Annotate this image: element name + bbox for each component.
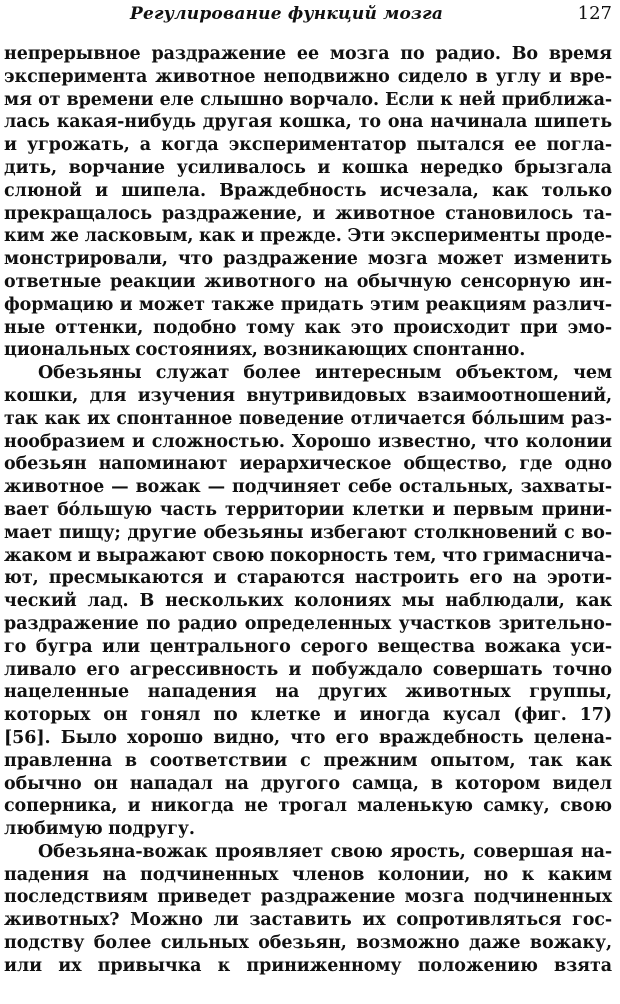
text-line: соперника, и никогда не трогал маленькую самку, свою xyxy=(4,796,612,817)
text-line: слюной и шипела. Враждебность исчезала, как только xyxy=(4,180,612,201)
text-line: ют, пресмыкаются и стараются настроить его на эроти- xyxy=(4,568,612,589)
text-line: обезьян напоминают иерархическое общество, где одно xyxy=(4,454,612,475)
text-line: животных? Можно ли заставить их сопротивляться гос- xyxy=(4,910,612,931)
running-title: Регулирование функций мозга xyxy=(130,4,444,24)
page-number: 127 xyxy=(577,3,612,24)
body-text xyxy=(4,43,612,978)
text-line: [56]. Было хорошо видно, что его враждебность целена- xyxy=(4,727,612,748)
text-line: ные оттенки, подобно тому как это происходит при эмо- xyxy=(4,317,612,338)
text-line: ответные реакции животного на обычную сенсорную ин- xyxy=(4,271,612,292)
text-line: или их привычка к приниженному положению взята xyxy=(4,955,612,976)
text-line: нацеленные нападения на других животных группы, xyxy=(4,682,612,703)
text-line: так как их спонтанное поведение отличается бо́льшим раз- xyxy=(4,408,612,429)
paragraph-1 xyxy=(4,43,612,362)
text-line: ливало его агрессивность и побуждало совершать точно xyxy=(4,659,612,680)
text-line: любимую подругу. xyxy=(4,819,195,840)
text-line: ческий лад. В нескольких колониях мы наблюдали, как xyxy=(4,591,612,612)
text-line: раздражение по радио определенных участков зрительно- xyxy=(4,613,612,634)
running-header xyxy=(0,2,612,28)
text-line: го бугра или центрального серого вещества вожака уси- xyxy=(4,636,612,657)
text-line: мя от времени еле слышно ворчало. Если к ней приближа- xyxy=(4,89,612,110)
text-line: эксперимента животное неподвижно сидело в углу и вре- xyxy=(4,66,612,87)
text-line: кошки, для изучения внутривидовых взаимоотношений, xyxy=(4,385,612,406)
paragraph-3 xyxy=(4,841,612,978)
text-line: правленна в соответствии с прежним опытом, так как xyxy=(4,750,612,771)
text-line: непрерывное раздражение ее мозга по радио. Во время xyxy=(4,44,612,64)
text-line: и угрожать, а когда экспериментатор пытался ее погла- xyxy=(4,135,612,156)
paragraph-2 xyxy=(4,362,612,841)
text-line: мает пищу; другие обезьяны избегают столкновений с во- xyxy=(4,522,612,543)
text-line: монстрировали, что раздражение мозга может изменить xyxy=(4,249,612,270)
text-line: дить, ворчание усиливалось и кошка нередко брызгала xyxy=(4,157,612,178)
text-line: Обезьяны служат более интересным объектом, чем xyxy=(38,363,612,384)
text-line: животное — вожак — подчиняет себе остальных, захваты- xyxy=(4,477,612,498)
text-line: Обезьяна-вожак проявляет свою ярость, совершая на- xyxy=(38,841,612,862)
text-line: обычно он нападал на другого самца, в котором видел xyxy=(4,773,612,794)
text-line: которых он гонял по клетке и иногда кусал (фиг. 17) xyxy=(4,705,612,726)
text-line: вает бо́льшую часть территории клетки и первым прини- xyxy=(4,499,612,520)
text-line: нообразием и сложностью. Хорошо известно, что колонии xyxy=(4,431,612,452)
text-line: прекращалось раздражение, и животное становилось та- xyxy=(4,203,612,224)
text-line: подству более сильных обезьян, возможно даже вожаку, xyxy=(4,933,612,954)
text-line: формацию и может также придать этим реакциям различ- xyxy=(4,294,612,315)
text-line: жаком и выражают свою покорность тем, что гримасничa- xyxy=(4,545,612,566)
text-line: ким же ласковым, как и прежде. Эти эксперименты проде- xyxy=(4,226,612,247)
text-line: падения на подчиненных членов колонии, но к каким xyxy=(4,864,612,885)
text-line: циональных состояниях, возникающих спонтанно. xyxy=(4,340,526,361)
text-line: последствиям приведет раздражение мозга подчиненных xyxy=(4,887,612,908)
text-line: лась какая-нибудь другая кошка, то она начинала шипеть xyxy=(4,112,612,133)
